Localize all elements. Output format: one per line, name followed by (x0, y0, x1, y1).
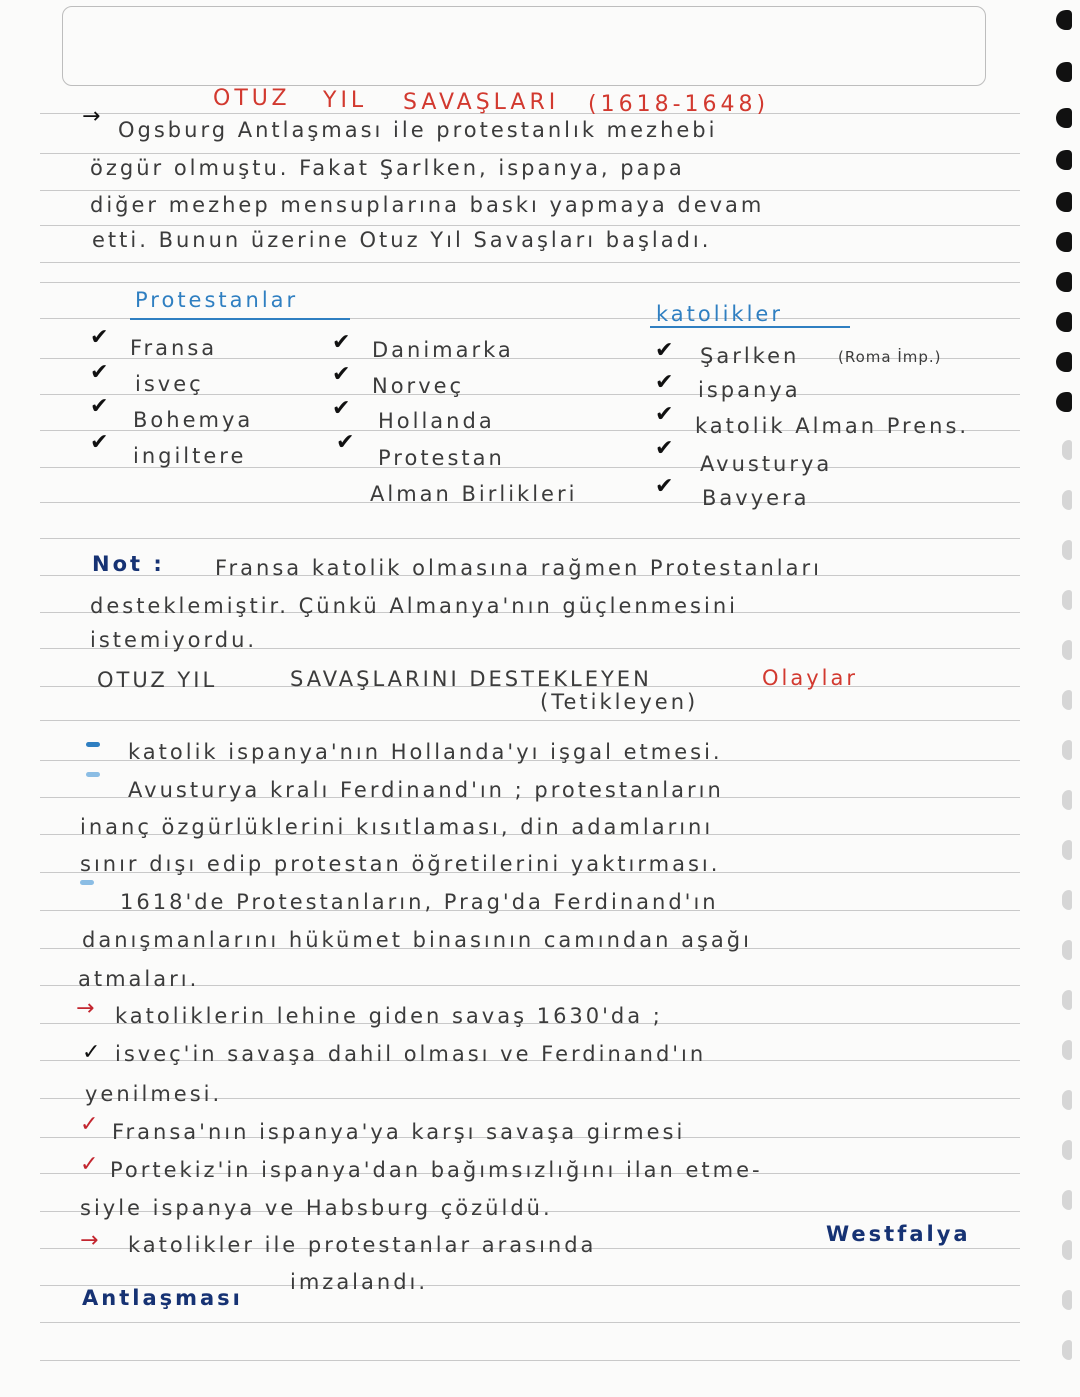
binding-hole (1062, 590, 1072, 610)
binding-hole (1056, 150, 1072, 170)
binding-hole (1056, 62, 1072, 82)
heading-underline (650, 326, 850, 328)
check-icon: ✔ (332, 396, 351, 421)
binding-hole (1062, 790, 1072, 810)
ruled-line (40, 282, 1020, 283)
binding-hole (1062, 1040, 1072, 1060)
katolik-item: Bavyera (702, 486, 810, 510)
intro-line-1: Ogsburg Antlaşması ile protestanlık mezhebi (118, 118, 718, 142)
check-icon: ✔ (655, 370, 674, 395)
katolik-item: Şarlken (700, 344, 800, 368)
bullet-dash (80, 880, 94, 885)
protestanlar-heading: Protestanlar (135, 288, 299, 312)
note-line-3: istemiyordu. (90, 628, 258, 652)
protestan-item: Alman Birlikleri (370, 482, 578, 506)
katolik-item: Avusturya (700, 452, 833, 476)
check-icon: ✔ (336, 430, 355, 455)
check-icon: ✓ (80, 1112, 99, 1137)
binding-hole (1056, 352, 1072, 372)
event-line-5: 1618'de Protestanların, Prag'da Ferdinand'ın (120, 890, 719, 914)
ruled-line (40, 1322, 1020, 1323)
katolik-item: ispanya (698, 378, 801, 402)
binding-hole (1062, 940, 1072, 960)
check-icon: ✓ (82, 1040, 101, 1065)
arrow-icon: → (76, 996, 95, 1021)
binding-hole (1056, 312, 1072, 332)
binding-hole (1062, 490, 1072, 510)
westfalya-word: Westfalya (826, 1222, 971, 1246)
course-line-1: katoliklerin lehine giden savaş 1630'da ; (115, 1004, 663, 1028)
protestan-item: Hollanda (378, 409, 495, 433)
ruled-line (40, 1360, 1020, 1361)
bullet-dash (86, 772, 100, 777)
binding-hole (1062, 1340, 1072, 1360)
check-icon: ✔ (655, 474, 674, 499)
protestan-item: Bohemya (133, 408, 254, 432)
binding-hole (1056, 232, 1072, 252)
ruled-line (40, 262, 1020, 263)
ruled-line (40, 190, 1020, 191)
katolikler-heading: katolikler (656, 302, 783, 326)
check-icon: ✔ (655, 436, 674, 461)
course-line-2: isveç'in savaşa dahil olması ve Ferdinand'ın (115, 1042, 707, 1066)
ruled-line (40, 720, 1020, 721)
binding-holes (1040, 0, 1080, 1397)
check-icon: ✔ (655, 338, 674, 363)
course-line-4: Fransa'nın ispanya'ya karşı savaşa girmesi (112, 1120, 686, 1144)
intro-line-3: diğer mezhep mensuplarına baskı yapmaya devam (90, 193, 765, 217)
note-label: Not : (92, 552, 165, 576)
binding-hole (1062, 690, 1072, 710)
protestan-item: Protestan (378, 446, 505, 470)
check-icon: ✔ (655, 402, 674, 427)
heading-underline (130, 318, 350, 320)
title-word-yil: YIL (323, 88, 368, 113)
protestan-item: isveç (135, 372, 204, 396)
check-icon: ✔ (90, 360, 109, 385)
title-word-otuz: OTUZ (213, 86, 291, 111)
protestan-item: Fransa (130, 336, 218, 360)
bullet-dash (86, 742, 100, 747)
event-line-1: katolik ispanya'nın Hollanda'yı işgal etmesi. (128, 740, 723, 764)
binding-hole (1056, 108, 1072, 128)
events-heading-a: OTUZ YIL (97, 668, 218, 692)
event-line-3: inanç özgürlüklerini kısıtlaması, din adamlarını (80, 815, 714, 839)
katolik-item: katolik Alman Prens. (695, 414, 970, 438)
events-heading-b: SAVAŞLARINI DESTEKLEYEN (290, 667, 652, 691)
protestan-item: Norveç (372, 374, 465, 398)
binding-hole (1062, 890, 1072, 910)
course-line-6: siyle ispanya ve Habsburg çözüldü. (80, 1196, 553, 1220)
binding-hole (1062, 1240, 1072, 1260)
event-line-7: atmaları. (78, 967, 200, 991)
binding-hole (1062, 990, 1072, 1010)
note-line-1: Fransa katolik olmasına rağmen Protestanları (215, 556, 822, 580)
arrow-icon: → (82, 104, 101, 129)
protestan-item: Danimarka (372, 338, 514, 362)
ruled-line (40, 153, 1020, 154)
katolik-item-note: (Roma İmp.) (838, 348, 942, 366)
binding-hole (1062, 1290, 1072, 1310)
course-line-3: yenilmesi. (85, 1082, 223, 1106)
binding-hole (1062, 1190, 1072, 1210)
binding-hole (1062, 640, 1072, 660)
events-heading-c: Olaylar (762, 666, 858, 690)
binding-hole (1056, 10, 1072, 30)
arrow-icon: → (80, 1228, 99, 1253)
header-box (62, 6, 986, 86)
note-line-2: desteklemiştir. Çünkü Almanya'nın güçlenmesini (90, 594, 738, 618)
event-line-2: Avusturya kralı Ferdinand'ın ; protestanların (128, 778, 724, 802)
check-icon: ✓ (80, 1152, 99, 1177)
ruled-line (40, 225, 1020, 226)
title-word-savaslari: SAVAŞLARI (403, 90, 560, 115)
check-icon: ✔ (90, 394, 109, 419)
course-line-8b: imzalandı. (290, 1270, 429, 1294)
event-line-6: danışmanlarını hükümet binasının camından aşağı (82, 928, 752, 952)
check-icon: ✔ (90, 325, 109, 350)
binding-hole (1062, 840, 1072, 860)
ruled-line (40, 538, 1020, 539)
check-icon: ✔ (332, 330, 351, 355)
binding-hole (1062, 540, 1072, 560)
events-heading-sub: (Tetikleyen) (540, 690, 699, 714)
course-line-7a: katolikler ile protestanlar arasında (128, 1233, 597, 1257)
intro-line-2: özgür olmuştu. Fakat Şarlken, ispanya, papa (90, 156, 685, 180)
course-line-5: Portekiz'in ispanya'dan bağımsızlığını ilan etme- (110, 1158, 763, 1182)
antlasmasi-word: Antlaşması (82, 1286, 243, 1310)
event-line-4: sınır dışı edip protestan öğretilerini yaktırması. (80, 852, 721, 876)
binding-hole (1056, 272, 1072, 292)
binding-hole (1056, 192, 1072, 212)
title-dates: (1618-1648) (588, 92, 770, 117)
binding-hole (1062, 740, 1072, 760)
intro-line-4: etti. Bunun üzerine Otuz Yıl Savaşları başladı. (92, 228, 712, 252)
protestan-item: ingiltere (133, 444, 247, 468)
binding-hole (1062, 1140, 1072, 1160)
binding-hole (1062, 440, 1072, 460)
check-icon: ✔ (90, 430, 109, 455)
binding-hole (1062, 1090, 1072, 1110)
check-icon: ✔ (332, 362, 351, 387)
binding-hole (1056, 392, 1072, 412)
